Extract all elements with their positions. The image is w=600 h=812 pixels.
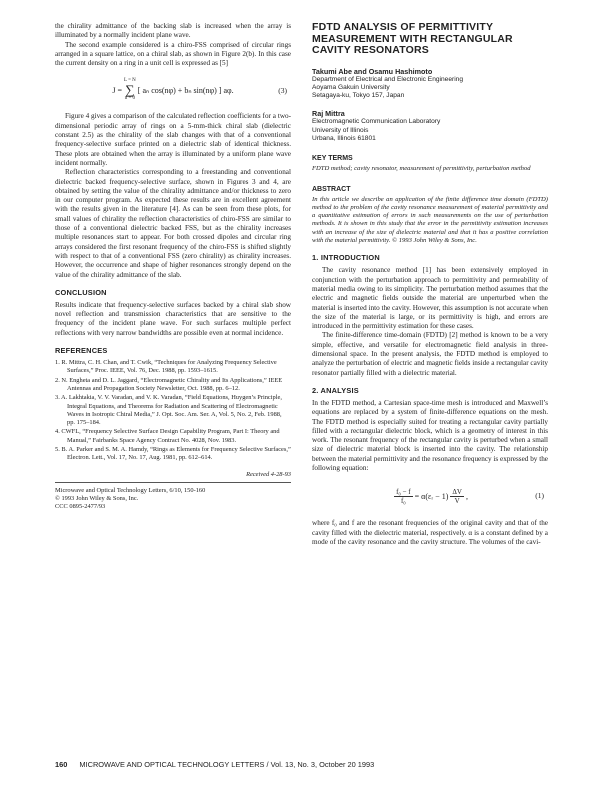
journal-line: Microwave and Optical Technology Letters, 6/10, 150-160 (55, 486, 206, 494)
affiliation-line: Urbana, Illinois 61801 (312, 134, 376, 142)
equation-lhs: J = (112, 85, 122, 95)
sum-upper-limit: L = N (123, 78, 136, 84)
footer-journal: MICROWAVE AND OPTICAL TECHNOLOGY LETTERS / Vol. 13, No. 3, October 20 1993 (79, 760, 375, 769)
right-column (312, 22, 548, 547)
affiliation-line: Aoyama Gakuin University (312, 83, 390, 91)
reference-item: 5. B. A. Parker and S. M. A. Hamdy, “Rings as Elements for Frequency Selective Surfaces,” Electron. Lett., Vol. 17, No. 17, Aug. 1981, pp. 612–614. (55, 445, 291, 462)
affiliation-line: Department of Electrical and Electronic Engineering (312, 75, 464, 83)
conclusion-paragraph: Results indicate that frequency-selective surfaces backed by a chiral slab show novel reflection and transmission characteristics that are sensitive to the frequency of the incident plane wave. For such surfaces multiple perfect reflections with very narrow bandwidths are possible even at normal incidence. (55, 300, 291, 337)
affiliation (312, 76, 548, 101)
divider (55, 482, 291, 483)
equation-end: , (465, 491, 468, 501)
body-paragraph: In the FDTD method, a Cartesian space-time mesh is introduced and Maxwell’s equations are replaced by a system of finite-difference equations on the mesh. The FDTD method is especially suited for treating a rectangular cavity partially filled with a rectangular dielectric block, which is a geometry of interest in this work. The resonant frequency of the rectangular cavity is perturbed when a small size of dielectric material block is inserted into the cavity. The relationship between the material permittivity and the resonance frequency is expressed by the following equation: (312, 398, 548, 472)
section-heading: 1. INTRODUCTION (312, 253, 380, 263)
body-paragraph: the chirality admittance of the backing slab is increased when the array is illuminated by a normally incident plane wave. (55, 22, 291, 40)
equation-1 (312, 483, 548, 509)
key-terms: FDTD method; cavity resonator, measurement of permittivity, perturbation method (312, 165, 531, 173)
section-heading: REFERENCES (55, 346, 108, 356)
equation-number: (3) (278, 86, 287, 96)
article-title: FDTD ANALYSIS OF PERMITTIVITY MEASUREMENT WITH RECTANGULAR CAVITY RESONATORS (312, 21, 513, 56)
affiliation (312, 118, 548, 143)
reference-list (55, 359, 291, 463)
body-paragraph: where f₀ and f are the resonant frequencies of the original cavity and that of the cavity filled with the dielectric material, respectively. α is a constant defined by a mode of the cavity resonance and the cavity structure. The volumes of the cavi- (312, 519, 548, 546)
section-heading: 2. ANALYSIS (312, 385, 359, 395)
sum-lower-limit: n = 0 (124, 96, 136, 102)
equation-number: (1) (535, 491, 544, 501)
affiliation-line: University of Illinois (312, 126, 369, 134)
author-names: Raj Mittra (312, 109, 345, 119)
numerator: ΔV (452, 487, 462, 496)
body-paragraph: Reflection characteristics corresponding to a freestanding and conventional dielectric backed frequency-selective surface, shown in Figures 3 and 4, are obtained by setting the value of the chirality admittance and/or thickness to zero in our computer program. As expected these results are in excellent agreement with the results given in the literature [4]. As can be seen from these plots, for small values of chirality the reflection characteristics of chiro-FSS are similar to those of a conventional dielectric backed FSS, but as the chirality increases multiple resonances start to appear. For both crossed dipoles and circular ring arrays considered the first resonant frequency of the chiro-FSS is shifted slightly with respect to that of a conventional FSS (zero chirality) as chirality increases. However, the occurrence and shape of higher resonances strongly depend on the value of the chirality admittance of the slab. (55, 168, 291, 279)
abstract-heading: ABSTRACT (312, 185, 351, 193)
reference-item: 2. N. Engheta and D. L. Jaggard, “Electromagnetic Chirality and Its Applications,” IEEE Antennas and Propagation Society Newsletter, Oct. 1988, pp. 6–12. (55, 376, 283, 392)
equation-middle: = α(εᵣ − 1) (414, 491, 449, 501)
body-paragraph: Figure 4 gives a comparison of the calculated reflection coefficients for a two-dimensional periodic array of rings on a 5-mm-thick chiral slab (dielectric constant 2.5) as the chirality of the slab changes with that of a conventional frequency-selective surface printed on a dielectric slab of identical thickness. These plots are obtained when the array is illuminated by a uniform plane wave incident normally. (55, 112, 291, 167)
abstract-text: In this article we describe an application of the finite difference time domain (FDTD) method to the problem of the cavity resonance measurement of material permittivity and a quantitative estimation of errors in such measurements on the use of perturbation methods. It is shown in this study that the error in the permittivity estimation increases with an increase of the size of dielectric material and that it has a positive correlation with the material permittivity. © 1993 John Wiley & Sons, Inc. (312, 195, 548, 245)
fraction-lhs (394, 488, 413, 505)
denominator: V (454, 496, 460, 505)
fraction-rhs (450, 488, 464, 505)
equation-body: [ aₙ cos(nφ) + bₙ sin(nφ) ] aφ. (137, 85, 234, 95)
body-paragraph: The second example considered is a chiro-FSS comprised of circular rings arranged in a square lattice, on a chiral slab, as shown in Figure 2(b). In this case the current density on a ring in a unit cell is expressed as [5] (55, 40, 291, 68)
copyright-line: © 1993 John Wiley & Sons, Inc. (55, 494, 139, 502)
received-date: Received 4-28-93 (246, 470, 291, 478)
numerator: f₀ − f (396, 487, 411, 496)
equation-3 (55, 76, 291, 104)
page-number: 160 (55, 760, 68, 769)
ccc-line: CCC 0895-2477/93 (55, 502, 106, 510)
key-terms-heading: KEY TERMS (312, 155, 353, 163)
section-heading: CONCLUSION (55, 287, 107, 297)
page-footer (55, 760, 548, 769)
affiliation-line: Electromagnetic Communication Laboratory (312, 118, 441, 126)
reference-item: 3. A. Lakhtakia, V. V. Varadan, and V. K. Varadan, “Field Equations, Huygen’s Principle, Integral Equations, and Theorems for Radiation and Scattering of Electromagnetic Waves in Isotropic Chiral Media,” J. Opt. Soc. Am. Ser. A, Vol. 5, No. 2, Feb. 1988, pp. 175–184. (55, 394, 282, 427)
summation-sign (124, 78, 136, 102)
body-paragraph: The cavity resonance method [1] has been extensively employed in conjunction with the perturbation approach to permittivity and permeability of material media owing to its simplicity. The perturbation method assumes that the electric and magnetic fields outside the material are unperturbed when the material is inserted into the cavity. However, this assumption is not accurate when the size of the material is large, or its permittivity is high, and errors are introduced in the permittivity estimation for these cases. (312, 266, 548, 331)
denominator: f₀ (400, 496, 406, 505)
affiliation-line: Setagaya-ku, Tokyo 157, Japan (312, 92, 405, 100)
sigma-glyph: ∑ (125, 82, 135, 98)
reference-item: 4. CWFL, “Frequency Selective Surface Design Capability Program, Part I: Theory and Manual,” Fairbanks Space Agency Contract No. 4028, Nov. 1983. (55, 428, 280, 444)
body-paragraph: The finite-difference time-domain (FDTD) [2] method is known to be a very simple, effective, and versatile for electromagnetic field analysis in three-dimensional space. In the present analysis, the FDTD method is employed to analyze the perturbation of electric and magnetic fields inside a rectangular cavity resonator partially filled with a dielectric material. (312, 331, 548, 377)
left-column (55, 22, 291, 511)
reference-item: 1. R. Mittra, C. H. Chan, and T. Cwik, “Techniques for Analyzing Frequency Selective Surfaces,” Proc. IEEE, Vol. 76, Dec. 1988, pp. 1593–1615. (55, 359, 277, 375)
author-names: Takumi Abe and Osamu Hashimoto (312, 66, 433, 76)
